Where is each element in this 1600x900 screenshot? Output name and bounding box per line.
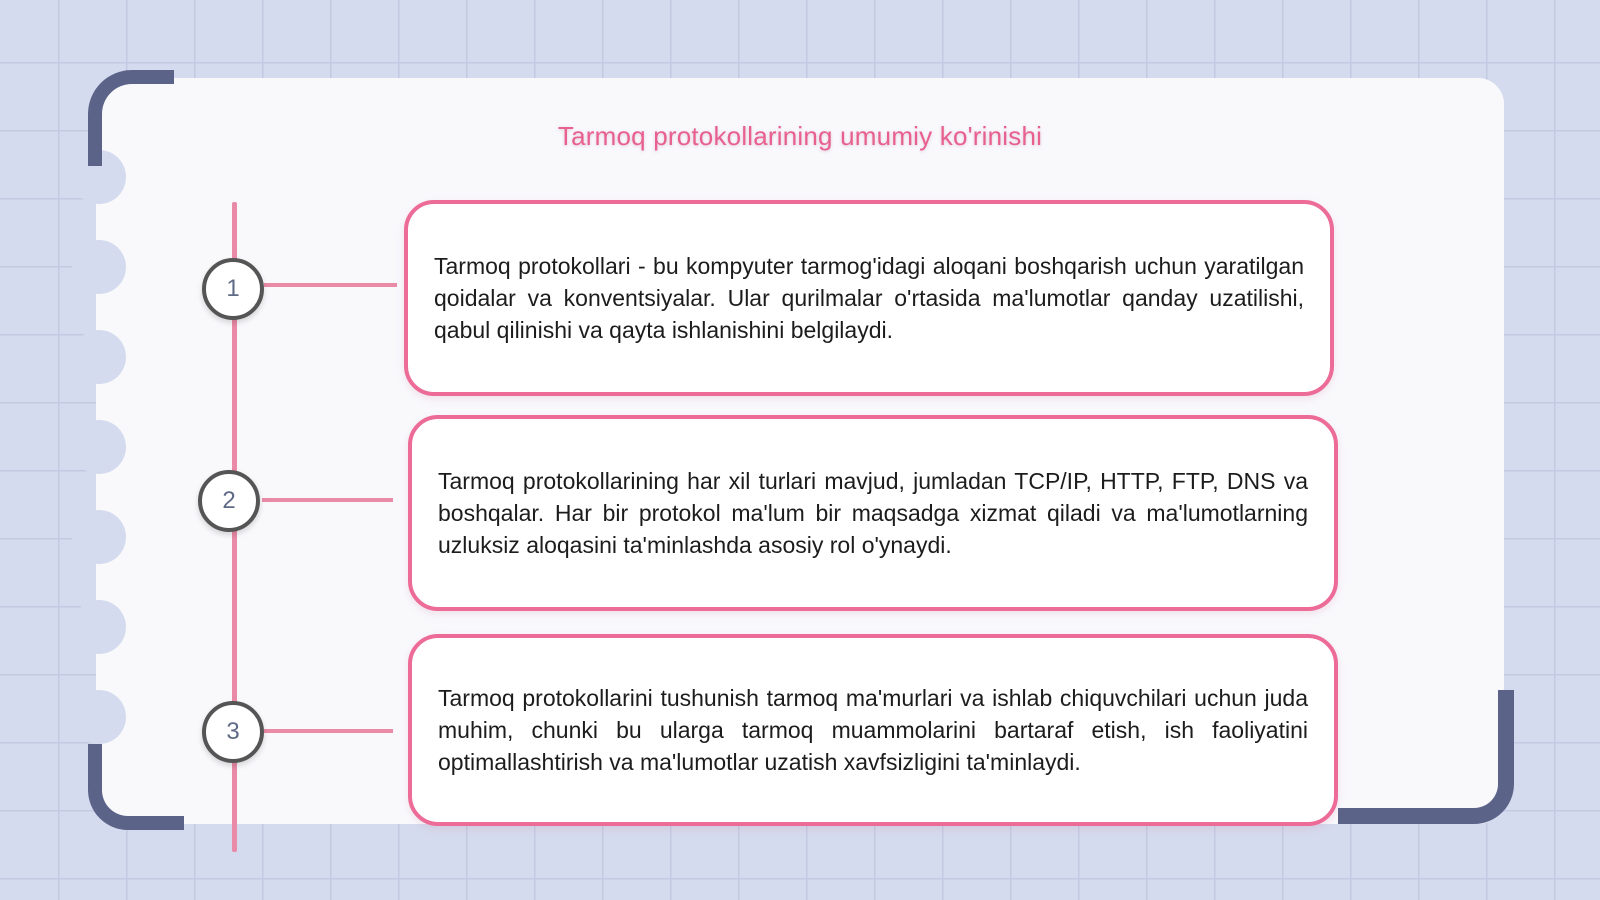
slide-title: Tarmoq protokollarining umumiy ko'rinishi bbox=[557, 121, 1043, 151]
info-card-text: Tarmoq protokollari - bu kompyuter tarmog'idagi aloqani boshqarish uchun yaratilgan qoidalar va konventsiyalar. Ular qurilmalar o'rtasida ma'lumotlar qanday uzatilishi, qabul qilinishi va qayta ishlanishini belgilaydi. bbox=[434, 253, 1304, 343]
step-number-badge: 1 bbox=[202, 258, 264, 320]
page-scallop bbox=[72, 510, 126, 564]
step-number-badge: 3 bbox=[202, 701, 264, 763]
timeline-connector bbox=[262, 498, 393, 502]
info-card bbox=[408, 415, 1338, 611]
info-card-text: Tarmoq protokollarining har xil turlari mavjud, jumladan TCP/IP, HTTP, FTP, DNS va boshqalar. Har bir protokol ma'lum bir maqsadga xizmat qiladi va ma'lumotlarning uzluksiz aloqasini ta'minlashda asosiy rol o'ynaydi. bbox=[438, 468, 1308, 558]
info-card-text: Tarmoq protokollarini tushunish tarmoq ma'murlari va ishlab chiquvchilari uchun juda muhim, chunki bu ularga tarmoq muammolarini bartaraf etish, ish faoliyatini optimallashtirish va ma'lumotlar uzatish xavfsizligini ta'minlaydi. bbox=[438, 685, 1308, 775]
timeline-connector bbox=[264, 283, 397, 287]
timeline-connector bbox=[264, 729, 393, 733]
info-card bbox=[408, 634, 1338, 826]
info-card bbox=[404, 200, 1334, 396]
step-number-badge: 2 bbox=[198, 470, 260, 532]
corner-bracket-bottom-right bbox=[1338, 690, 1514, 824]
page-scallop bbox=[72, 330, 126, 384]
page-scallop bbox=[72, 240, 126, 294]
corner-bracket-bottom-left bbox=[88, 744, 184, 830]
page-scallop bbox=[72, 420, 126, 474]
page-scallop bbox=[72, 600, 126, 654]
page-scallop bbox=[72, 690, 126, 744]
